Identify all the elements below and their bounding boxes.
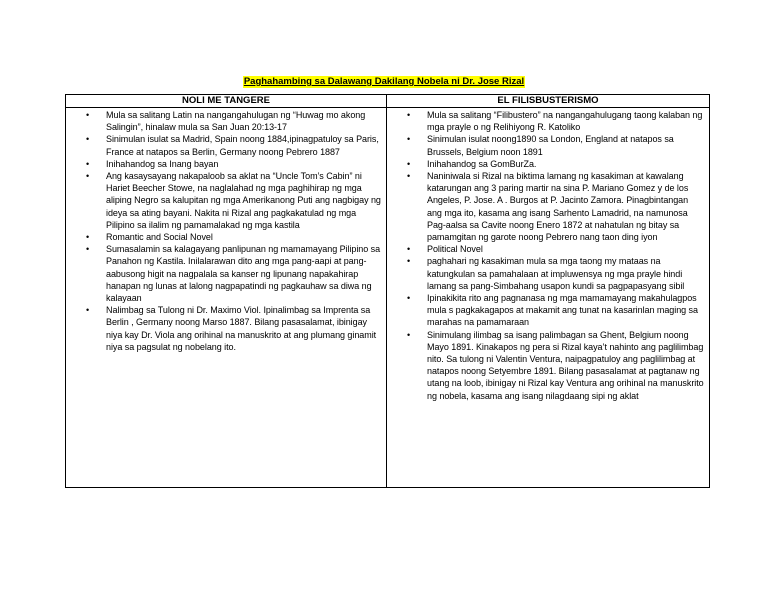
bullet-icon: • bbox=[407, 293, 411, 304]
list-item-text: Inihahandog sa GomBurZa. bbox=[427, 158, 537, 169]
list-item bbox=[391, 329, 705, 402]
list-item bbox=[391, 170, 705, 243]
column-header-fili: EL FILISBUSTERISMO bbox=[387, 95, 710, 108]
list-item-text: Mula sa salitang Latin na nangangahulugan ng “Huwag mo akong Salingin”, hinalaw mula sa San Juan 20:13-17 bbox=[106, 110, 366, 133]
bullet-icon: • bbox=[407, 256, 411, 267]
list-item bbox=[391, 292, 705, 329]
column-header-noli: NOLI ME TANGERE bbox=[66, 95, 387, 108]
list-item bbox=[70, 109, 382, 133]
list-item-text: Nalimbag sa Tulong ni Dr. Maximo Viol. Ipinalimbag sa Imprenta sa Berlin , Germany noong Marso 1887. Bilang pasasalamat, ibinigay niya kay Dr. Viola ang orihinal na manuskrito at ang plumang ginamit niya sa pagsulat ng nobelang ito. bbox=[106, 305, 377, 352]
comparison-table bbox=[65, 94, 710, 488]
bullet-icon: • bbox=[407, 329, 411, 340]
document-title: Paghahambing sa Dalawang Dakilang Nobela ni Dr. Jose Rizal bbox=[243, 76, 525, 87]
list-item bbox=[70, 133, 382, 157]
noli-cell bbox=[66, 108, 387, 488]
fili-bullet-list bbox=[391, 109, 705, 402]
list-item-text: Political Novel bbox=[427, 244, 483, 255]
list-item bbox=[391, 133, 705, 157]
list-item-text: Naniniwala si Rizal na biktima lamang ng kasakiman at kawalang katarungan ang 3 paring martir na sina P. Mariano Gomez y de los Angeles, P. Jose. A . Burgos at P. Jacinto Zamora. Pinagbintangan ang mga ito, kasama ang isang Sarhento Lamadrid, na namunosa Pag-aalsa sa Cavite noong Enero 1872 at nahatulan ng bitay sa pamamgitan ng garote noong Pebrero nang taon ding iyon bbox=[427, 171, 689, 243]
bullet-icon: • bbox=[86, 232, 90, 243]
noli-bullet-list bbox=[70, 109, 382, 353]
fili-cell bbox=[387, 108, 710, 488]
list-item bbox=[391, 158, 705, 170]
bullet-icon: • bbox=[86, 110, 90, 120]
list-item bbox=[70, 304, 382, 353]
list-item-text: Sumasalamin sa kalagayang panlipunan ng mamamayang Pilipino sa Panahon ng Kastila. Inilalarawan dito ang mga pang-aapi at pang-aabusong higit na nagpalala sa kanser ng lipunang napakahirap hanapan ng lunas at lalong nagpapatindi ng pagkauhaw sa diwa ng kalayaan bbox=[106, 244, 381, 304]
list-item-text: Ipinakikita rito ang pagnanasa ng mga mamamayang makahulagpos mula s pagkakagapos at makamit ang tunat na kasarinlan maging sa marahas na pamamaraan bbox=[427, 293, 698, 328]
bullet-icon: • bbox=[86, 134, 90, 145]
list-item bbox=[70, 158, 382, 170]
bullet-icon: • bbox=[86, 158, 90, 169]
list-item-text: paghahari ng kasakiman mula sa mga taong my mataas na katungkulan sa pamahalaan at impluwensya ng mga prayle hindi lamang sa pang-Simbahang usapon kundi sa pagpapasyang sibil bbox=[427, 256, 685, 291]
bullet-icon: • bbox=[407, 171, 411, 182]
list-item-text: Sinimulang ilimbag sa isang palimbagan sa Ghent, Belgium noong Mayo 1891. Kinakapos ng pera si Rizal kaya’t nahinto ang paglilimbag nito. Sa tulong ni Valentin Ventura, naipagpatuloy ang paglilimbag at natapos noong Setyembre 1891. Bilang pasasalamat at pagtanaw ng utang na loob, ibinigay ni Rizal kay Ventura ang orihinal na manuskrito ng nobela, kasama ang isang nilagdaang sipi ng aklat bbox=[427, 329, 704, 401]
list-item bbox=[70, 243, 382, 304]
bullet-icon: • bbox=[407, 110, 411, 120]
list-item-text: Mula sa salitang “Filibustero” na nangangahulugang taong kalaban ng mga prayle o ng Relihiyong R. Katoliko bbox=[427, 110, 703, 133]
list-item bbox=[391, 255, 705, 292]
list-item bbox=[70, 170, 382, 231]
list-item-text: Inihahandog sa Inang bayan bbox=[106, 158, 219, 169]
bullet-icon: • bbox=[86, 244, 90, 255]
bullet-icon: • bbox=[407, 244, 411, 255]
bullet-icon: • bbox=[407, 134, 411, 145]
list-item-text: Sinimulan isulat noong1890 sa London, England at natapos sa Brussels, Belgium noon 1891 bbox=[427, 134, 674, 157]
list-item bbox=[70, 231, 382, 243]
list-item bbox=[391, 109, 705, 133]
bullet-icon: • bbox=[86, 305, 90, 316]
list-item bbox=[391, 243, 705, 255]
list-item-text: Sinimulan isulat sa Madrid, Spain noong 1884,ipinagpatuloy sa Paris, France at natapos sa Berlin, Germany noong Pebrero 1887 bbox=[106, 134, 379, 157]
document-title-wrapper bbox=[0, 71, 768, 89]
bullet-icon: • bbox=[407, 158, 411, 169]
list-item-text: Romantic and Social Novel bbox=[106, 232, 213, 243]
list-item-text: Ang kasaysayang nakapaloob sa aklat na “Uncle Tom’s Cabin” ni Hariet Beecher Stowe, na naglalahad ng mga paghihirap ng mga aliping Negro sa kalupitan ng mga Amerikanong Puti ang nagbigay ng ideya sa ating bayani. Nakita ni Rizal ang pagkakatulad ng mga Pilipino sa ilalim ng pamamalakad ng mga kastila bbox=[106, 171, 381, 230]
bullet-icon: • bbox=[86, 171, 90, 182]
table-body-row bbox=[66, 108, 710, 488]
table-header-row bbox=[66, 95, 710, 108]
